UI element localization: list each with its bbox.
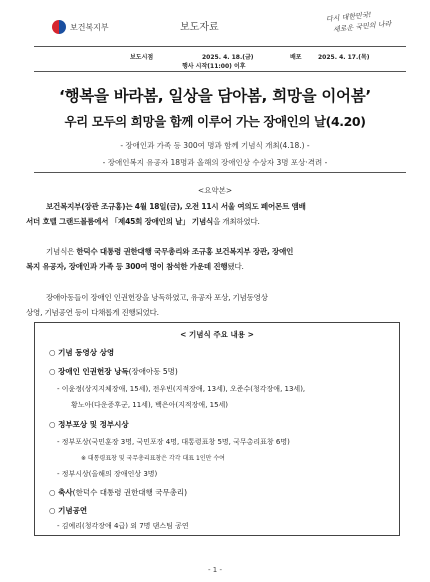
page-number: - 1 - xyxy=(208,566,222,574)
header-bar xyxy=(0,0,430,48)
headline: ‘행복을 바라봄, 일상을 담아봄, 희망을 이어봄’ xyxy=(59,87,371,105)
charter-readers-line-1: - 이윤정(상지지체장애, 15세), 전우빈(지적장애, 13세), 오준수(청각장애, 13세), xyxy=(57,385,306,393)
summary-heading: <요약본> xyxy=(197,186,233,195)
award-note: ※ 대통령표창 및 국무총리표창은 각각 대표 1인만 수여 xyxy=(81,455,225,462)
performance-detail: - 김예리(청각장애 4급) 외 7명 댄스팀 공연 xyxy=(57,522,189,530)
item-awards: ○ 정부포상 및 정부시상 xyxy=(49,420,129,429)
slogan-line-2: 새로운 국민의 나라 xyxy=(332,19,392,34)
ministry-name: 보건복지부 xyxy=(70,22,109,32)
paragraph-1: 보건복지부(장관 조규홍)는 4월 18일(금), 오전 11시 서울 여의도 페어몬트 앰배 서더 호텔 그랜드볼룸에서 「제45회 장애인의 날」 기념식을 개최하였다. xyxy=(26,202,306,226)
award-line-1: - 정부포상(국민훈장 3명, 국민포장 4명, 대통령표창 5명, 국무총리표창 6명) xyxy=(57,438,290,446)
award-line-2: - 정부시상(올해의 장애인상 3명) xyxy=(57,470,158,478)
box-title: < 기념식 주요 내용 > xyxy=(180,330,254,339)
sub-point-2: - 장애인복지 유공자 18명과 올해의 장애인상 수상자 3명 포상·격려 - xyxy=(102,158,328,167)
item-speech: ○ 축사(한덕수 대통령 권한대행 국무총리) xyxy=(49,488,188,497)
government-slogan xyxy=(325,6,414,49)
item-charter: ○ 장애인 인권헌장 낭독(장애아동 5명) xyxy=(49,367,178,376)
release-label: 배포 xyxy=(290,54,302,61)
ministry-logo xyxy=(52,20,109,34)
paragraph-2: 기념식은 한덕수 대통령 권한대행 국무총리와 조규홍 보건복지부 장관, 장애인 복지 유공자, 장애인과 가족 등 300여 명이 참석한 가운데 진행됐다. xyxy=(26,247,294,271)
slogan-line-1: 다시 대한민국! xyxy=(325,10,372,24)
taegeuk-emblem-icon xyxy=(52,20,66,34)
release-date: 2025. 4. 17.(목) xyxy=(318,54,370,61)
embargo-date: 2025. 4. 18.(금) xyxy=(202,54,254,61)
embargo-label: 보도시점 xyxy=(130,54,154,61)
item-performance: ○ 기념공연 xyxy=(49,506,88,515)
charter-readers-line-2: 황노아(다운증후군, 11세), 백은아(지적장애, 15세) xyxy=(71,401,229,409)
meta-divider xyxy=(34,71,406,72)
ceremony-summary-box xyxy=(34,322,400,536)
embargo-time: 행사 시작(11:00) 이후 xyxy=(182,63,246,70)
header-divider xyxy=(34,46,406,47)
title-divider xyxy=(34,172,406,173)
subheadline: 우리 모두의 희망을 함께 이루어 가는 장애인의 날(4.20) xyxy=(64,114,366,129)
item-video: ○ 기념 동영상 상영 xyxy=(49,348,115,357)
sub-point-1: - 장애인과 가족 등 300여 명과 함께 기념식 개최(4.18.) - xyxy=(120,141,310,150)
paragraph-3: 장애아동들이 장애인 인권헌장을 낭독하였고, 유공자 포상, 기념동영상 상영, 기념공연 등이 다채롭게 진행되었다. xyxy=(26,293,268,317)
document-type: 보도자료 xyxy=(180,22,219,33)
